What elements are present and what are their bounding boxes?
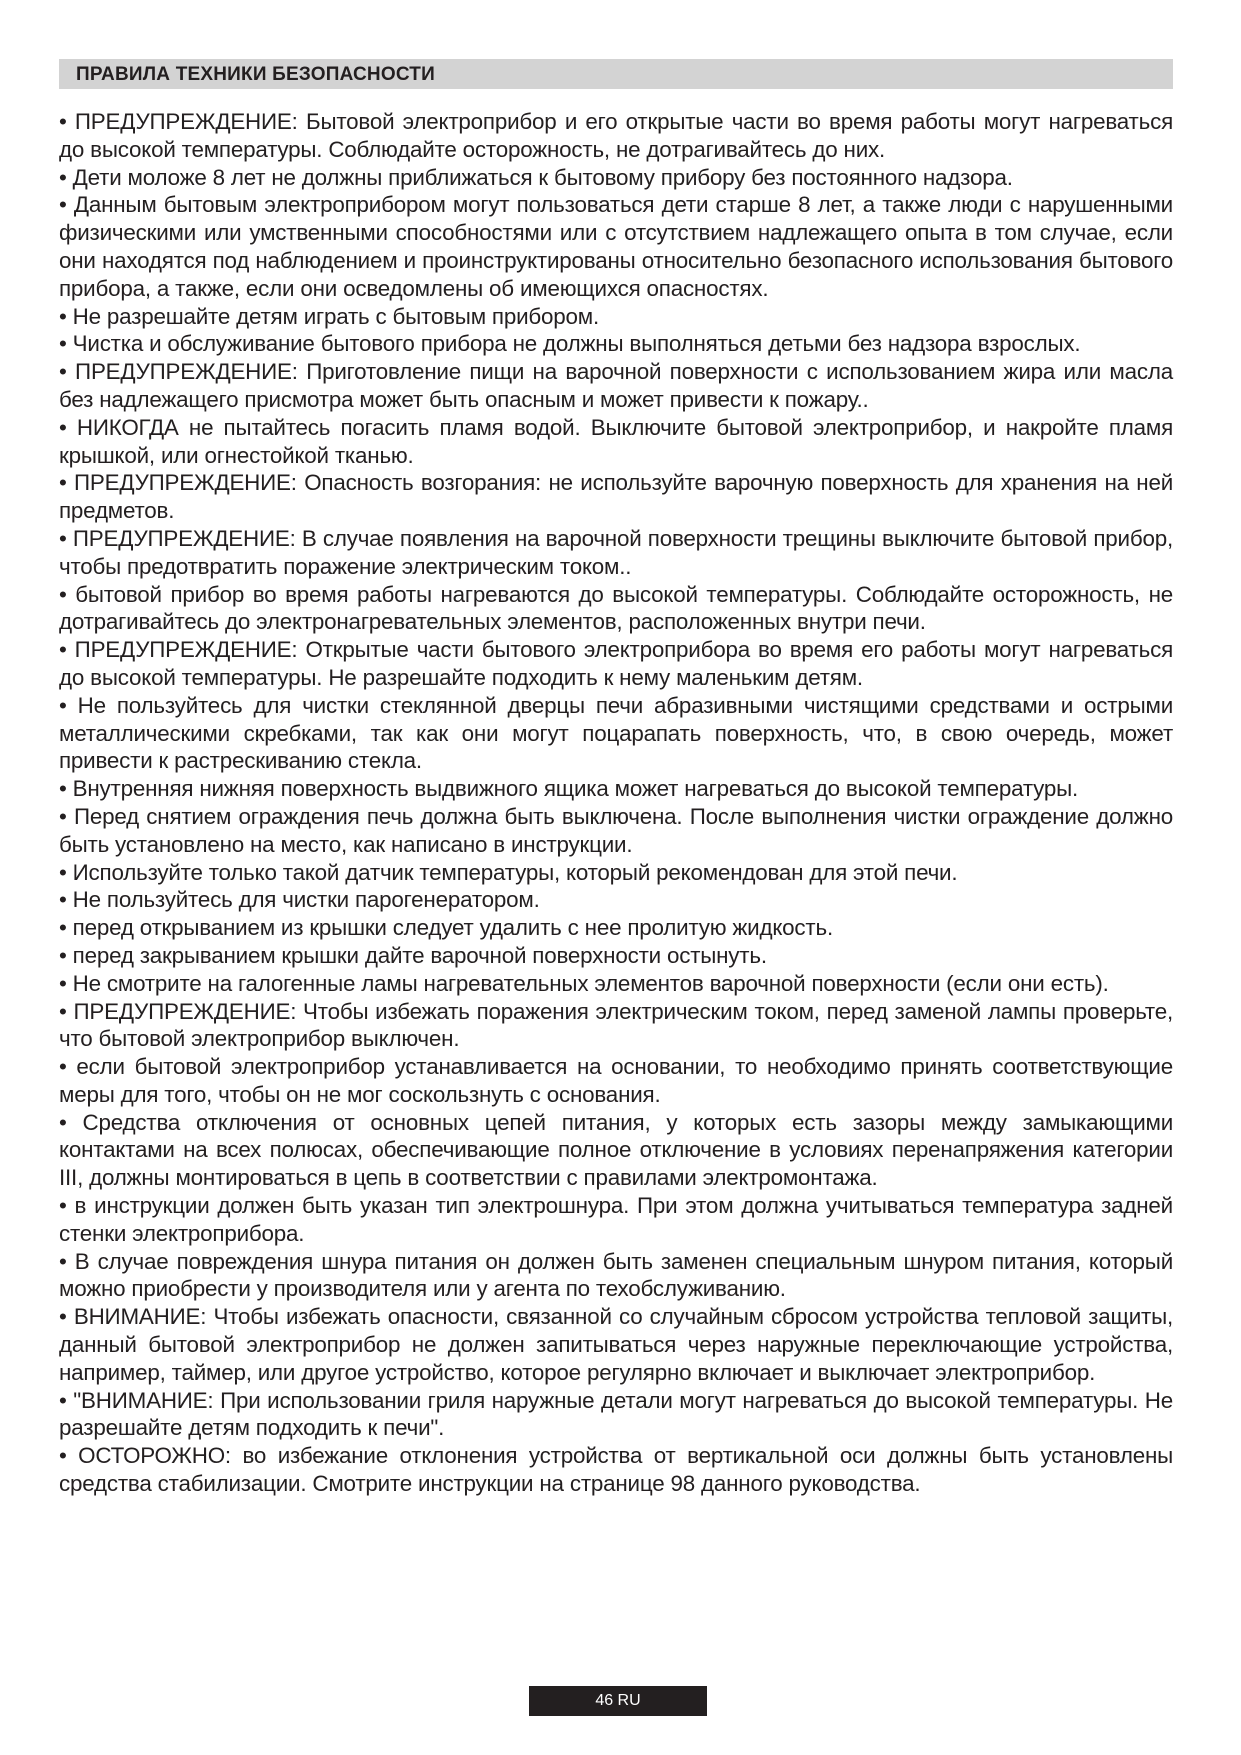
page-number-badge: 46 RU xyxy=(529,1686,707,1716)
safety-rule: • Внутренняя нижняя поверхность выдвижного ящика может нагреваться до высокой температуры. xyxy=(59,776,1079,802)
safety-rule: • ПРЕДУПРЕЖДЕНИЕ: Бытовой электроприбор и его открытые части во время работы могут нагреваться до высокой температуры. Соблюдайте осторожность, не дотрагивайтесь до них. xyxy=(59,109,1173,162)
safety-rules-body xyxy=(59,108,1173,1498)
section-header xyxy=(59,59,1173,89)
safety-rule: • перед открыванием из крышки следует удалить с нее пролитую жидкость. xyxy=(59,915,833,941)
safety-rule: • ПРЕДУПРЕЖДЕНИЕ: Опасность возгорания: не используйте варочную поверхность для хранения на ней предметов. xyxy=(59,470,1173,524)
safety-rule: • Используйте только такой датчик температуры, который рекомендован для этой печи. xyxy=(59,859,958,885)
safety-rule: • Дети моложе 8 лет не должны приближаться к бытовому прибору без постоянного надзора. xyxy=(59,164,1013,190)
safety-rule: • ПРЕДУПРЕЖДЕНИЕ: В случае появления на варочной поверхности трещины выключите бытовой прибор, чтобы предотвратить поражение электрическим током.. xyxy=(59,525,1173,579)
safety-rule: • ПРЕДУПРЕЖДЕНИЕ: Чтобы избежать поражения электрическим током, перед заменой лампы проверьте, что бытовой электроприбор выключен. xyxy=(59,998,1173,1052)
safety-rule: • Чистка и обслуживание бытового прибора не должны выполняться детьми без надзора взрослых. xyxy=(59,331,1081,357)
safety-rule: • перед закрыванием крышки дайте варочной поверхности остынуть. xyxy=(59,942,767,968)
safety-rule: • Перед снятием ограждения печь должна быть выключена. После выполнения чистки ограждение должно быть установлено на место, как написано в инструкции. xyxy=(59,803,1173,857)
safety-rule: • В случае повреждения шнура питания он должен быть заменен специальным шнуром питания, который можно приобрести у производителя или у агента по техобслуживанию. xyxy=(59,1248,1173,1302)
safety-rule: • Данным бытовым электроприбором могут пользоваться дети старше 8 лет, а также люди с нарушенными физическими или умственными способностями или с отсутствием надлежащего опыта в том случае, если они находятся под наблюдением и проинструктированы относительно безопасного использования бытового прибора, а также, если они осведомлены об имеющихся опасностях. xyxy=(59,192,1173,301)
safety-rule: • бытовой прибор во время работы нагреваются до высокой температуры. Соблюдайте осторожность, не дотрагивайтесь до электронагревательных элементов, расположенных внутри печи. xyxy=(59,581,1173,635)
safety-rule: • в инструкции должен быть указан тип электрошнура. При этом должна учитываться температура задней стенки электроприбора. xyxy=(59,1193,1173,1246)
safety-rule: • ПРЕДУПРЕЖДЕНИЕ: Приготовление пищи на варочной поверхности с использованием жира или масла без надлежащего присмотра может быть опасным и может привести к пожару.. xyxy=(59,359,1173,412)
safety-rule: • Средства отключения от основных цепей питания, у которых есть зазоры между замыкающими контактами на всех полюсах, обеспечивающие полное отключение в условиях перенапряжения категории III, должны монтироваться в цепь в соответствии с правилами электромонтажа. xyxy=(59,1109,1173,1191)
safety-rule: • если бытовой электроприбор устанавливается на основании, то необходимо принять соответствующие меры для того, чтобы он не мог соскользнуть с основания. xyxy=(59,1054,1173,1107)
safety-rule: • НИКОГДА не пытайтесь погасить пламя водой. Выключите бытовой электроприбор, и накройте пламя крышкой, или огнестойкой тканью. xyxy=(59,414,1173,468)
section-title: ПРАВИЛА ТЕХНИКИ БЕЗОПАСНОСТИ xyxy=(76,64,435,85)
safety-rule: • "ВНИМАНИЕ: При использовании гриля наружные детали могут нагреваться до высокой температуры. Не разрешайте детям подходить к печи". xyxy=(59,1387,1173,1441)
safety-rule: • ПРЕДУПРЕЖДЕНИЕ: Открытые части бытового электроприбора во время его работы могут нагреваться до высокой температуры. Не разрешайте подходить к нему маленьким детям. xyxy=(59,637,1173,690)
safety-rule: • Не пользуйтесь для чистки стеклянной дверцы печи абразивными чистящими средствами и острыми металлическими скребками, так как они могут поцарапать поверхность, что, в свою очередь, может привести к растрескиванию стекла. xyxy=(59,692,1173,774)
safety-rule: • Не смотрите на галогенные ламы нагревательных элементов варочной поверхности (если они есть). xyxy=(59,970,1109,996)
safety-rule: • ОСТОРОЖНО: во избежание отклонения устройства от вертикальной оси должны быть установлены средства стабилизации. Смотрите инструкции на странице 98 данного руководства. xyxy=(59,1443,1173,1497)
safety-rule: • Не пользуйтесь для чистки парогенератором. xyxy=(59,887,540,913)
safety-rule: • Не разрешайте детям играть с бытовым прибором. xyxy=(59,303,599,329)
safety-rule: • ВНИМАНИЕ: Чтобы избежать опасности, связанной со случайным сбросом устройства тепловой защиты, данный бытовой электроприбор не должен запитываться через наружные переключающие устройства, например, таймер, или другое устройство, которое регулярно включает и выключает электроприбор. xyxy=(59,1304,1173,1385)
